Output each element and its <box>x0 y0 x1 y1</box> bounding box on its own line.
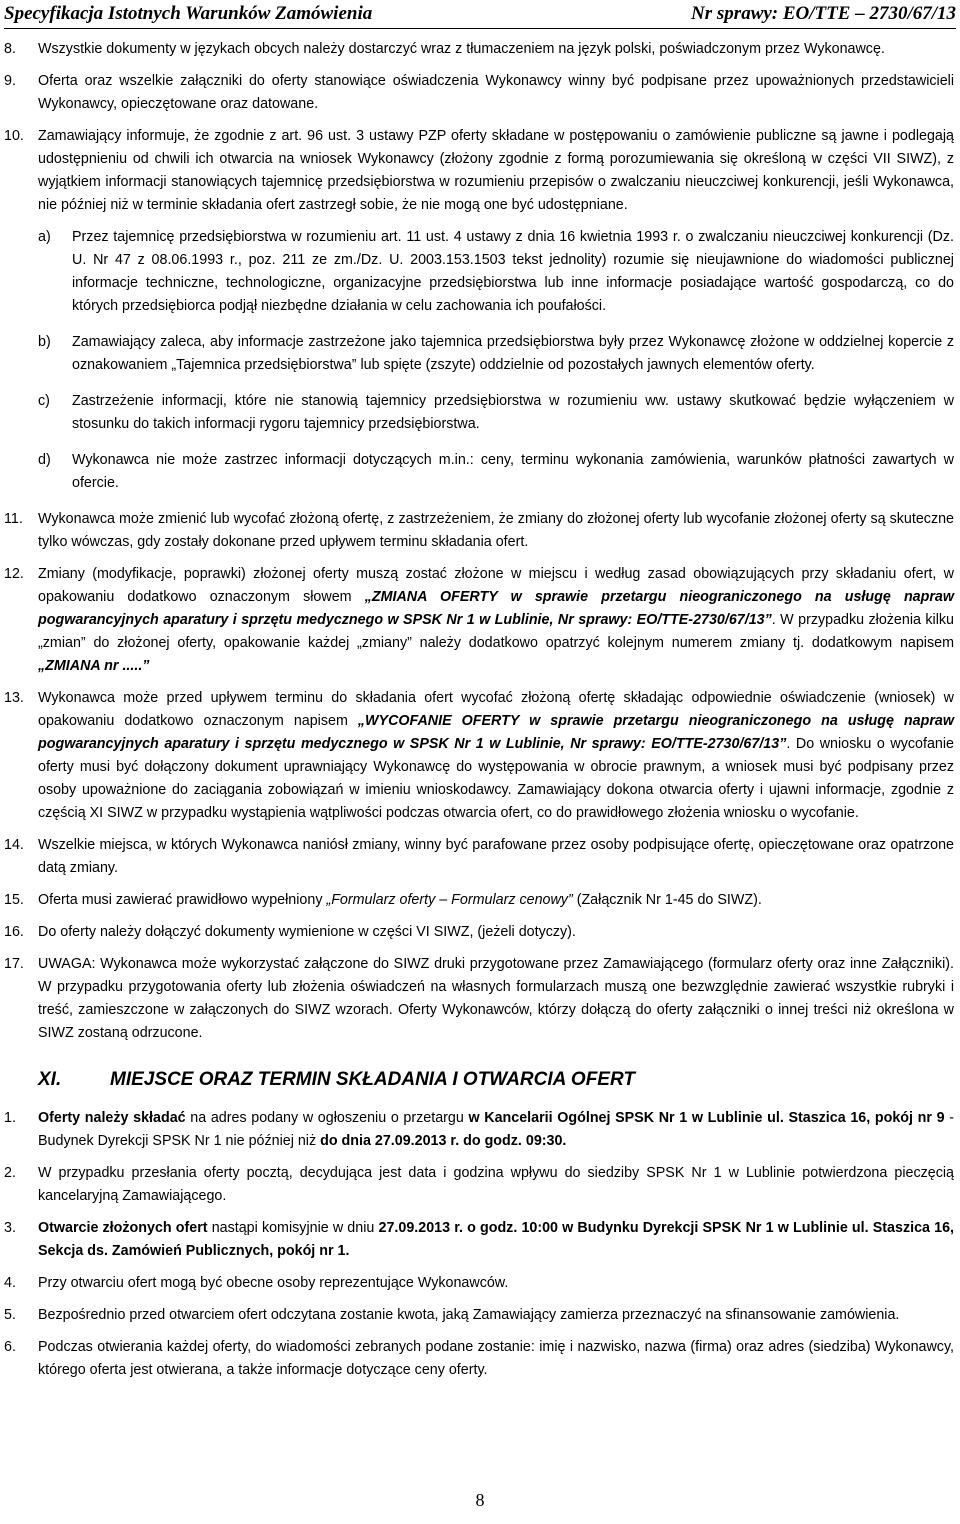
item-text: Bezpośrednio przed otwarciem ofert odczytana zostanie kwota, jaką Zamawiający zamierza przeznaczyć na sfinansowanie zamówienia. <box>38 1307 900 1323</box>
sub-item-text: Wykonawca nie może zastrzec informacji dotyczących m.in.: ceny, terminu wykonania zamówienia, warunków płatności zawartych w ofercie. <box>72 452 954 491</box>
item-number: 4. <box>4 1275 16 1291</box>
page-number: 8 <box>475 1490 485 1510</box>
change-number-label: „ZMIANA nr .....” <box>38 658 150 674</box>
item-text: Wszelkie miejsca, w których Wykonawca naniósł zmiany, winny być parafowane przez osoby podpisujące ofertę, opieczętowane oraz opatrzone datą zmiany. <box>38 837 954 876</box>
item-text: W przypadku przesłania oferty pocztą, decydująca jest data i godzina wpływu do siedziby SPSK Nr 1 w Lublinie potwierdzona pieczęcią kancelaryjną Zamawiającego. <box>38 1165 954 1204</box>
item-number: 5. <box>4 1307 16 1323</box>
sub-item-letter: a) <box>38 229 51 245</box>
item-number: 1. <box>4 1110 16 1126</box>
list-item-14 <box>0 834 960 880</box>
item-text: Oferta oraz wszelkie załączniki do oferty stanowiące oświadczenia Wykonawcy winny być podpisane przez upoważnionych przedstawicieli Wykonawcy, opieczętowane oraz datowane. <box>38 73 954 112</box>
section-item-3 <box>0 1217 960 1263</box>
item-text: Wszystkie dokumenty w językach obcych należy dostarczyć wraz z tłumaczeniem na język polski, poświadczonym przez Wykonawcę. <box>38 41 885 57</box>
list-item-11 <box>0 508 960 554</box>
item-text-cont: . Do wniosku o wycofanie oferty musi być dołączony dokument uprawniający Wykonawcę do występowania w obrocie prawnym, a wniosek musi być podpisany przez osoby upoważnione do zaciągania zobowiązań w imieniu wnioskodawcy. Zamawiający dokona otwarcia oferty i ujawni informacje, zgodnie z częścią XI SIWZ w przypadku wystąpienia wątpliwości podczas otwarcia ofert, co do prawidłowego złożenia wniosku o wycofanie. <box>38 736 954 821</box>
item-text-cont: . W przypadku złożenia kilku „zmian” do złożonej oferty, opakowanie każdej „zmiany” należy dodatkowo opatrzyć kolejnym numerem zmiany tj. dodatkowym napisem <box>38 612 954 651</box>
list-item-17 <box>0 953 960 1045</box>
item-text-cont: (Załącznik Nr 1-45 do SIWZ). <box>572 892 762 908</box>
item-text: Wykonawca może przed upływem terminu do składania ofert wycofać złożoną ofertę składając odpowiednie oświadczenie (wniosek) w opakowaniu dodatkowo oznaczonym napisem <box>38 690 954 729</box>
item-number: 6. <box>4 1339 16 1355</box>
sub-item-letter: d) <box>38 452 51 468</box>
header-document-title: Specyfikacja Istotnych Warunków Zamówienia <box>4 3 373 24</box>
item-text: na adres podany w ogłoszeniu o przetargu <box>185 1110 469 1126</box>
office-address: w Kancelarii Ogólnej SPSK Nr 1 w Lublinie ul. Staszica 16, pokój nr 9 <box>468 1110 945 1126</box>
item-number: 3. <box>4 1220 16 1236</box>
change-label-emphasis: „ZMIANA OFERTY w sprawie przetargu nieograniczonego na usługę napraw pogwarancyjnych aparatury i sprzętu medycznego w SPSK Nr 1 w Lublinie, Nr sprawy: EO/TTE-2730/67/13” <box>38 589 954 628</box>
item-number: 10. <box>4 128 24 144</box>
submission-deadline: do dnia 27.09.2013 r. do godz. 09:30. <box>320 1133 567 1149</box>
item-text: Oferta musi zawierać prawidłowo wypełniony <box>38 892 327 908</box>
list-item-8 <box>0 38 960 61</box>
item-text: Przy otwarciu ofert mogą być obecne osoby reprezentujące Wykonawców. <box>38 1275 509 1291</box>
item-number: 2. <box>4 1165 16 1181</box>
section-item-4 <box>0 1272 960 1295</box>
page-header <box>4 0 956 29</box>
item-number: 14. <box>4 837 24 853</box>
sub-item-text: Zamawiający zaleca, aby informacje zastrzeżone jako tajemnica przedsiębiorstwa były przez Wykonawcę złożone w oddzielnej kopercie z oznakowaniem „Tajemnica przedsiębiorstwa” lub spięte (zszyte) oddzielnie od pozostałych jawnych elementów oferty. <box>72 334 954 373</box>
form-name-emphasis: „Formularz oferty – Formularz cenowy” <box>326 892 573 908</box>
sub-item-text: Przez tajemnicę przedsiębiorstwa w rozumieniu art. 11 ust. 4 ustawy z dnia 16 kwietnia 1993 r. o zwalczaniu nieuczciwej konkurencji (Dz. U. Nr 47 z 08.06.1993 r., poz. 211 ze zm./Dz. U. 2003.153.1503 tekst jednolity) rozumie się nieujawnione do wiadomości publicznej informacje techniczne, technologiczne, organizacyjne przedsiębiorstwa lub inne informacje posiadające wartość gospodarczą, co do których przedsiębiorca podjął niezbędne działania w celu zachowania ich poufałości. <box>72 229 954 314</box>
section-item-6 <box>0 1336 960 1382</box>
item-text-cont: - Budynek Dyrekcji SPSK Nr 1 nie później niż <box>38 1110 954 1149</box>
section-item-1 <box>0 1107 960 1153</box>
section-item-5 <box>0 1304 960 1327</box>
item-text: nastąpi komisyjnie w dniu <box>207 1220 379 1236</box>
header-case-number: Nr sprawy: EO/TTE – 2730/67/13 <box>691 3 956 24</box>
list-item-15 <box>0 889 960 912</box>
item-bold-lead: Otwarcie złożonych ofert <box>38 1220 208 1236</box>
item-number: 12. <box>4 566 24 582</box>
sub-item-d <box>0 449 960 495</box>
withdrawal-label-emphasis: „WYCOFANIE OFERTY w sprawie przetargu nieograniczonego na usługę napraw pogwarancyjnych aparatury i sprzętu medycznego w SPSK Nr 1 w Lublinie, Nr sprawy: EO/TTE-2730/67/13” <box>38 713 954 752</box>
opening-date-place: 27.09.2013 r. o godz. 10:00 w Budynku Dyrekcji SPSK Nr 1 w Lublinie ul. Staszica 16, Sekcja ds. Zamówień Publicznych, pokój nr 1. <box>38 1220 954 1259</box>
list-item-16 <box>0 921 960 944</box>
item-number: 16. <box>4 924 24 940</box>
item-text: Podczas otwierania każdej oferty, do wiadomości zebranych podane zostanie: imię i nazwisko, nazwa (firma) oraz adres (siedziba) Wykonawcy, którego oferta jest otwierana, a także informacje dotyczące ceny oferty. <box>38 1339 954 1378</box>
section-title: MIEJSCE ORAZ TERMIN SKŁADANIA I OTWARCIA OFERT <box>110 1069 635 1090</box>
item-text: Do oferty należy dołączyć dokumenty wymienione w części VI SIWZ, (jeżeli dotyczy). <box>38 924 576 940</box>
item-number: 8. <box>4 41 16 57</box>
item-number: 11. <box>4 511 23 527</box>
sub-item-letter: c) <box>38 393 50 409</box>
item-bold-lead: Oferty należy składać <box>38 1110 186 1126</box>
list-item-9 <box>0 70 960 116</box>
sub-item-a <box>0 226 960 318</box>
list-item-13 <box>0 687 960 825</box>
item-number: 15. <box>4 892 24 908</box>
list-item-12 <box>0 563 960 678</box>
sub-item-text: Zastrzeżenie informacji, które nie stanowią tajemnicy przedsiębiorstwa w rozumieniu ww. ustawy skutkować będzie wyłączeniem w stosunku do takich informacji rygoru tajemnicy przedsiębiorstwa. <box>72 393 954 432</box>
item-text: Zmiany (modyfikacje, poprawki) złożonej oferty muszą zostać złożone w miejscu i według zasad obowiązujących przy składaniu ofert, w opakowaniu dodatkowo oznaczonym słowem <box>38 566 954 605</box>
item-text: Zamawiający informuje, że zgodnie z art. 96 ust. 3 ustawy PZP oferty składane w postępowaniu o zamówienie publiczne są jawne i podlegają udostępnieniu od chwili ich otwarcia na wniosek Wykonawcy (złożony zgodnie z formą porozumiewania się określoną w części VII SIWZ), z wyjątkiem informacji stanowiących tajemnicę przedsiębiorstwa w rozumieniu przepisów o zwalczaniu nieuczciwej konkurencji, jeśli Wykonawca, nie później niż w terminie składania ofert zastrzegł sobie, że nie mogą one być udostępniane. <box>38 128 954 213</box>
item-number: 9. <box>4 73 16 89</box>
sub-item-letter: b) <box>38 334 51 350</box>
sub-item-b <box>0 331 960 377</box>
list-item-10 <box>0 125 960 217</box>
document-body <box>0 38 960 1391</box>
item-text: Wykonawca może zmienić lub wycofać złożoną ofertę, z zastrzeżeniem, że zmiany do złożonej oferty lub wycofanie złożonej oferty są skuteczne tylko wówczas, gdy zostały dokonane przed upływem terminu składania ofert. <box>38 511 954 550</box>
section-roman-numeral: XI. <box>38 1069 62 1090</box>
item-text: UWAGA: Wykonawca może wykorzystać załączone do SIWZ druki przygotowane przez Zamawiającego (formularz oferty oraz inne Załączniki). W przypadku przygotowania oferty lub złożenia oświadczeń na własnych formularzach muszą one bezwzględnie zawierać wszystkie rubryki i treść, zamieszczone w załączonych do SIWZ wzorach. Oferty Wykonawców, którzy dołączą do oferty załączniki o innej treści niż określona w SIWZ zostaną odrzucone. <box>38 956 954 1041</box>
sub-item-c <box>0 390 960 436</box>
section-item-2 <box>0 1162 960 1208</box>
item-number: 13. <box>4 690 24 706</box>
section-heading <box>38 1069 960 1091</box>
item-number: 17. <box>4 956 24 972</box>
